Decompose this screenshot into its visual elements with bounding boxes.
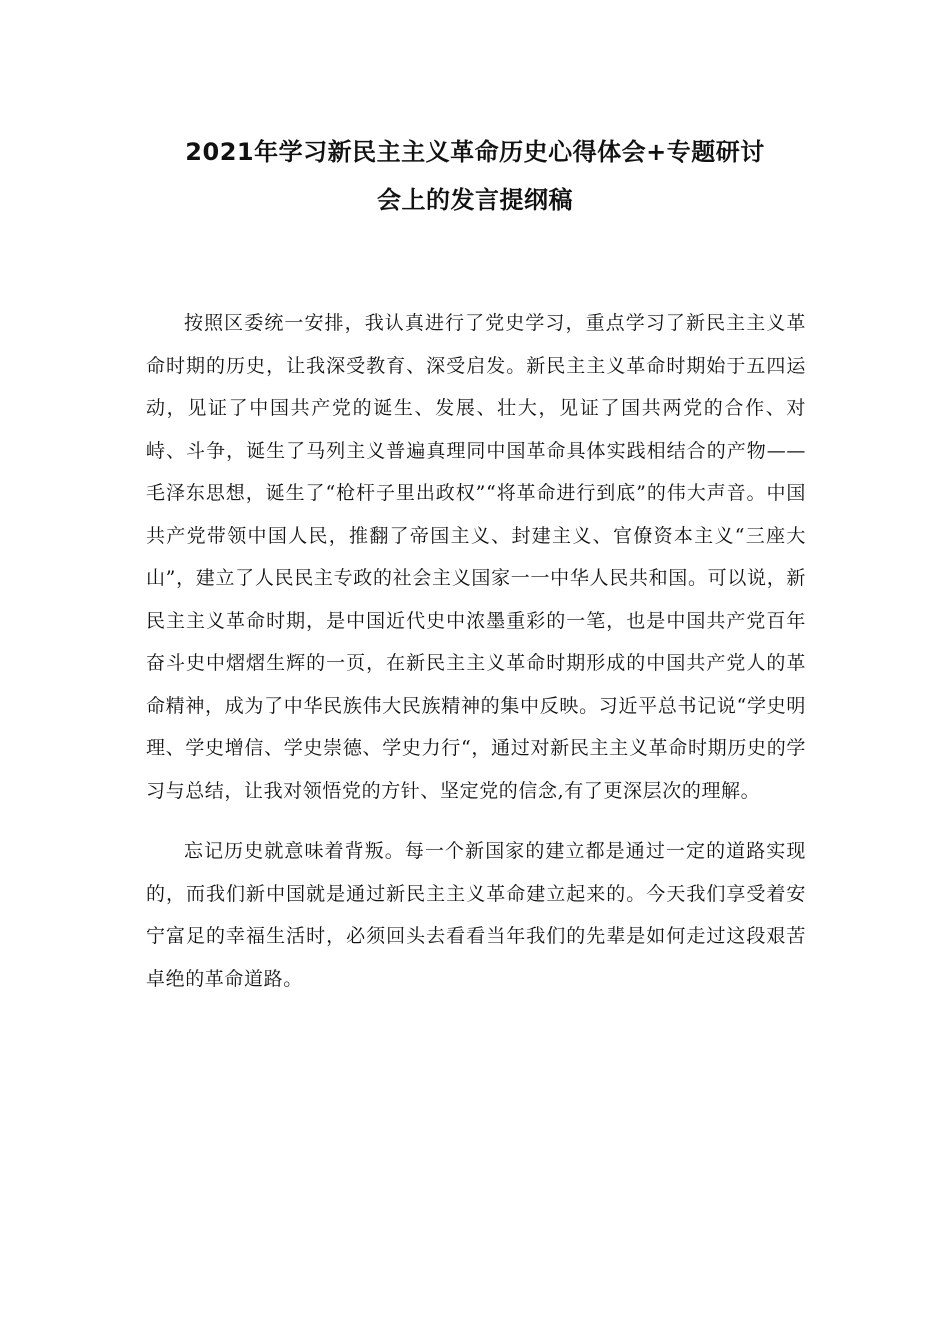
- title-line-2: 会上的发言提纲稿: [377, 186, 573, 214]
- document-body: [146, 302, 806, 1000]
- title-line-1: 2021年学习新民主主义革命历史心得体会+专题研讨: [185, 138, 765, 166]
- document-title: [120, 128, 830, 224]
- paragraph-2: 忘记历史就意味着背叛。每一个新国家的建立都是通过一定的道路实现的，而我们新中国就是通过新民主主义革命建立起来的。今天我们享受着安宁富足的幸福生活时，必须回头去看看当年我们的先辈是如何走过这段艰苦卓绝的革命道路。: [146, 840, 806, 990]
- paragraph-1: 按照区委统一安排，我认真进行了党史学习，重点学习了新民主主义革命时期的历史，让我深受教育、深受启发。新民主主义革命时期始于五四运动，见证了中国共产党的诞生、发展、壮大，见证了国共两党的合作、对峙、斗争，诞生了马列主义普遍真理同中国革命具体实践相结合的产物——毛泽东思想，诞生了“枪杆子里出政权”“将革命进行到底”的伟大声音。中国共产党带领中国人民，推翻了帝国主义、封建主义、官僚资本主义“三座大山”，建立了人民民主专政的社会主义国家一一中华人民共和国。可以说，新民主主义革命时期，是中国近代史中浓墨重彩的一笔，也是中国共产党百年奋斗史中熠熠生辉的一页，在新民主主义革命时期形成的中国共产党人的革命精神，成为了中华民族伟大民族精神的集中反映。习近平总书记说“学史明理、学史增信、学史崇德、学史力行“，通过对新民主主义革命时期历史的学习与总结，让我对领悟党的方针、坚定党的信念,有了更深层次的理解。: [146, 312, 806, 802]
